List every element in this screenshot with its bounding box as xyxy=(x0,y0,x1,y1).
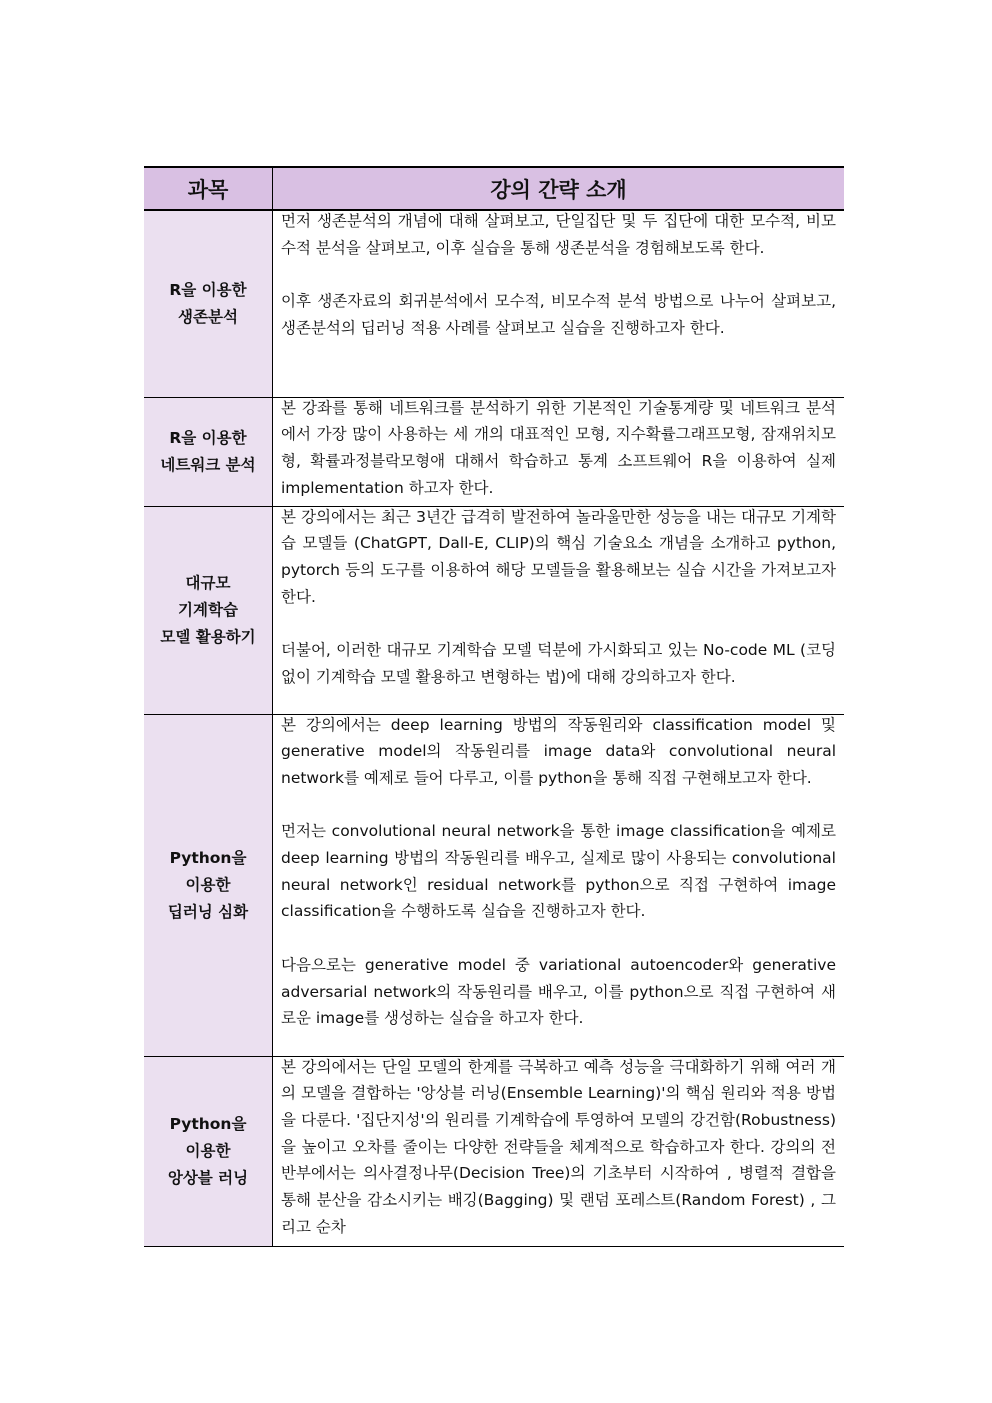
subject-cell xyxy=(144,210,273,397)
subject-line: 앙상블 러닝 xyxy=(167,1168,249,1187)
description-paragraph: 다음으로는 generative model 중 variational autoencoder와 generative adversarial network의 작동원리를 배우고, 이를 python으로 직접 구현하여 새로운 image를 생성하는 실습을 하고자 한다. xyxy=(281,955,836,1028)
table-row xyxy=(144,397,844,506)
subject-line: 네트워크 분석 xyxy=(160,455,256,474)
subject-line: 이용한 xyxy=(185,1141,231,1160)
description-cell xyxy=(273,210,845,397)
description-cell xyxy=(273,714,845,1056)
description-paragraph: 본 강좌를 통해 네트워크를 분석하기 위한 기본적인 기술통계량 및 네트워크 분석에서 가장 많이 사용하는 세 개의 대표적인 모형, 지수확률그래프모형, 잠재위치모형, 확률과정블락모형애 대해서 학습하고 통계 소프트웨어 R을 이용하여 실제 implementation 하고자 한다. xyxy=(281,398,836,497)
subject-line: 이용한 xyxy=(185,875,231,894)
subject-line: R을 이용한 xyxy=(169,428,247,447)
subject-line: Python을 xyxy=(169,1114,247,1133)
description-cell xyxy=(273,1056,845,1246)
header-subject: 과목 xyxy=(144,167,273,210)
description-paragraph: 본 강의에서는 최근 3년간 급격히 발전하여 놀라울만한 성능을 내는 대규모 기계학습 모델들 (ChatGPT, Dall-E, CLIP)의 핵심 기술요소 개념을 소개하고 python, pytorch 등의 도구를 이용하여 해당 모델들을 활용해보는 실습 시간을 가져보고자 한다. xyxy=(281,507,836,606)
description-paragraph: 먼저 생존분석의 개념에 대해 살펴보고, 단일집단 및 두 집단에 대한 모수적, 비모수적 분석을 살펴보고, 이후 실습을 통해 생존분석을 경험해보도록 한다. xyxy=(281,212,836,257)
description-cell xyxy=(273,506,845,714)
subject-cell xyxy=(144,397,273,506)
subject-line: 생존분석 xyxy=(178,307,238,326)
table-row xyxy=(144,210,844,397)
description-paragraph: 더불어, 이러한 대규모 기계학습 모델 덕분에 가시화되고 있는 No-code ML (코딩 없이 기계학습 모델 활용하고 변형하는 법)에 대해 강의하고자 한다. xyxy=(281,641,836,686)
subject-line: 모델 활용하기 xyxy=(160,627,256,646)
table-row xyxy=(144,1056,844,1246)
description-cell xyxy=(273,397,845,506)
course-table xyxy=(144,166,844,1247)
subject-cell xyxy=(144,1056,273,1246)
subject-line: R을 이용한 xyxy=(169,280,247,299)
subject-cell xyxy=(144,506,273,714)
table-row xyxy=(144,714,844,1056)
subject-line: 대규모 xyxy=(185,573,231,592)
subject-line: 기계학습 xyxy=(178,600,238,619)
table-header-row xyxy=(144,167,844,210)
table-row xyxy=(144,506,844,714)
description-paragraph: 본 강의에서는 단일 모델의 한계를 극복하고 예측 성능을 극대화하기 위해 여러 개의 모델을 결합하는 '앙상블 러닝(Ensemble Learning)'의 핵심 원리와 적용 방법을 다룬다. '집단지성'의 원리를 기계학습에 투영하여 모델의 강건함(Robustness)을 높이고 오차를 줄이는 다양한 전략들을 체계적으로 학습하고자 한다. 강의의 전반부에서는 의사결정나무(Decision Tree)의 기초부터 시작하여 , 병렬적 결합을 통해 분산을 감소시키는 배깅(Bagging) 및 랜덤 포레스트(Random Forest) , 그리고 순차 xyxy=(281,1057,836,1236)
description-paragraph: 본 강의에서는 deep learning 방법의 작동원리와 classification model 및 generative model의 작동원리를 image data와 convolutional neural network를 예제로 들어 다루고, 이를 python을 통해 직접 구현해보고자 한다. xyxy=(281,715,836,787)
subject-line: 딥러닝 심화 xyxy=(167,902,249,921)
description-paragraph: 이후 생존자료의 회귀분석에서 모수적, 비모수적 분석 방법으로 나누어 살펴보고, 생존분석의 딥러닝 적용 사례를 살펴보고 실습을 진행하고자 한다. xyxy=(281,292,836,337)
description-paragraph: 먼저는 convolutional neural network을 통한 image classification을 예제로 deep learning 방법의 작동원리를 배우고, 실제로 많이 사용되는 convolutional neural network인 residual network를 python으로 직접 구현하여 image classification을 수행하도록 실습을 진행하고자 한다. xyxy=(281,822,836,921)
header-description: 강의 간략 소개 xyxy=(273,167,845,210)
subject-cell xyxy=(144,714,273,1056)
subject-line: Python을 xyxy=(169,848,247,867)
